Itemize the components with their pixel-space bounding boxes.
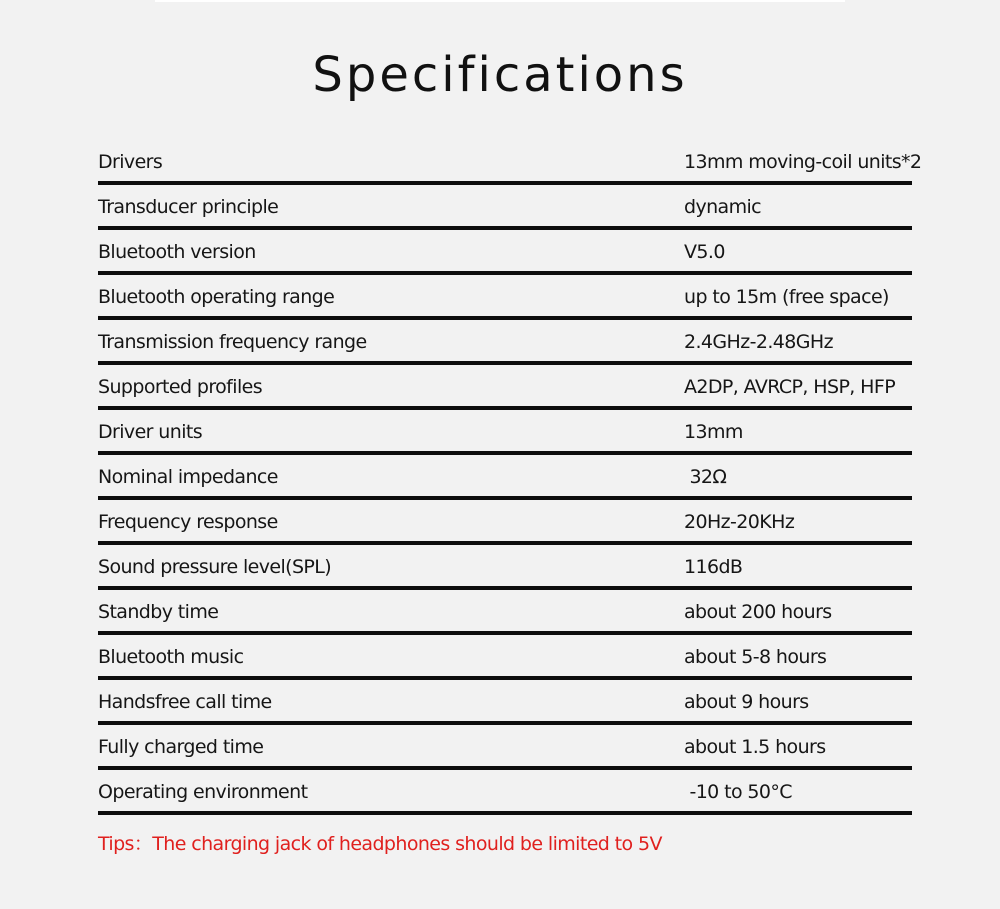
spec-label: Fully charged time <box>98 736 264 758</box>
spec-label: Sound pressure level(SPL) <box>98 556 332 578</box>
spec-value: about 1.5 hours <box>684 736 826 758</box>
spec-row-transducer-principle <box>98 185 912 230</box>
spec-row-standby-time <box>98 590 912 635</box>
spec-value: A2DP, AVRCP, HSP, HFP <box>684 376 896 398</box>
spec-value: 32Ω <box>684 466 727 488</box>
spec-label: Driver units <box>98 421 203 443</box>
spec-label: Operating environment <box>98 781 308 803</box>
spec-row-bluetooth-music <box>98 635 912 680</box>
spec-table <box>98 140 922 815</box>
spec-row-bluetooth-version <box>98 230 912 275</box>
spec-value: about 9 hours <box>684 691 809 713</box>
spec-value: V5.0 <box>684 241 725 263</box>
spec-row-transmission-frequency-range <box>98 320 912 365</box>
spec-label: Drivers <box>98 151 163 173</box>
spec-row-nominal-impedance <box>98 455 912 500</box>
spec-label: Supported profiles <box>98 376 263 398</box>
spec-label: Standby time <box>98 601 219 623</box>
spec-value: 116dB <box>684 556 743 578</box>
spec-value: 20Hz-20KHz <box>684 511 795 533</box>
spec-label: Handsfree call time <box>98 691 272 713</box>
spec-row-supported-profiles <box>98 365 912 410</box>
spec-value: up to 15m (free space) <box>684 286 889 308</box>
charging-tip-note: Tips：The charging jack of headphones should be limited to 5V <box>98 833 662 855</box>
spec-row-frequency-response <box>98 500 912 545</box>
spec-row-drivers <box>98 140 922 185</box>
spec-row-fully-charged-time <box>98 725 912 770</box>
top-divider <box>155 0 845 2</box>
spec-value: 2.4GHz-2.48GHz <box>684 331 833 353</box>
spec-label: Bluetooth music <box>98 646 244 668</box>
spec-row-sound-pressure-level <box>98 545 912 590</box>
spec-row-operating-environment <box>98 770 912 815</box>
page-title: Specifications <box>312 47 688 103</box>
spec-value: 13mm moving-coil units*2 <box>684 151 922 173</box>
spec-label: Nominal impedance <box>98 466 278 488</box>
spec-label: Frequency response <box>98 511 278 533</box>
spec-value: -10 to 50°C <box>684 781 792 803</box>
spec-row-driver-units <box>98 410 912 455</box>
spec-value: 13mm <box>684 421 743 443</box>
spec-label: Bluetooth operating range <box>98 286 335 308</box>
spec-value: about 200 hours <box>684 601 832 623</box>
spec-label: Transmission frequency range <box>98 331 367 353</box>
spec-row-bluetooth-operating-range <box>98 275 912 320</box>
spec-label: Transducer principle <box>98 196 279 218</box>
spec-value: about 5-8 hours <box>684 646 827 668</box>
spec-row-handsfree-call-time <box>98 680 912 725</box>
spec-label: Bluetooth version <box>98 241 256 263</box>
spec-value: dynamic <box>684 196 762 218</box>
